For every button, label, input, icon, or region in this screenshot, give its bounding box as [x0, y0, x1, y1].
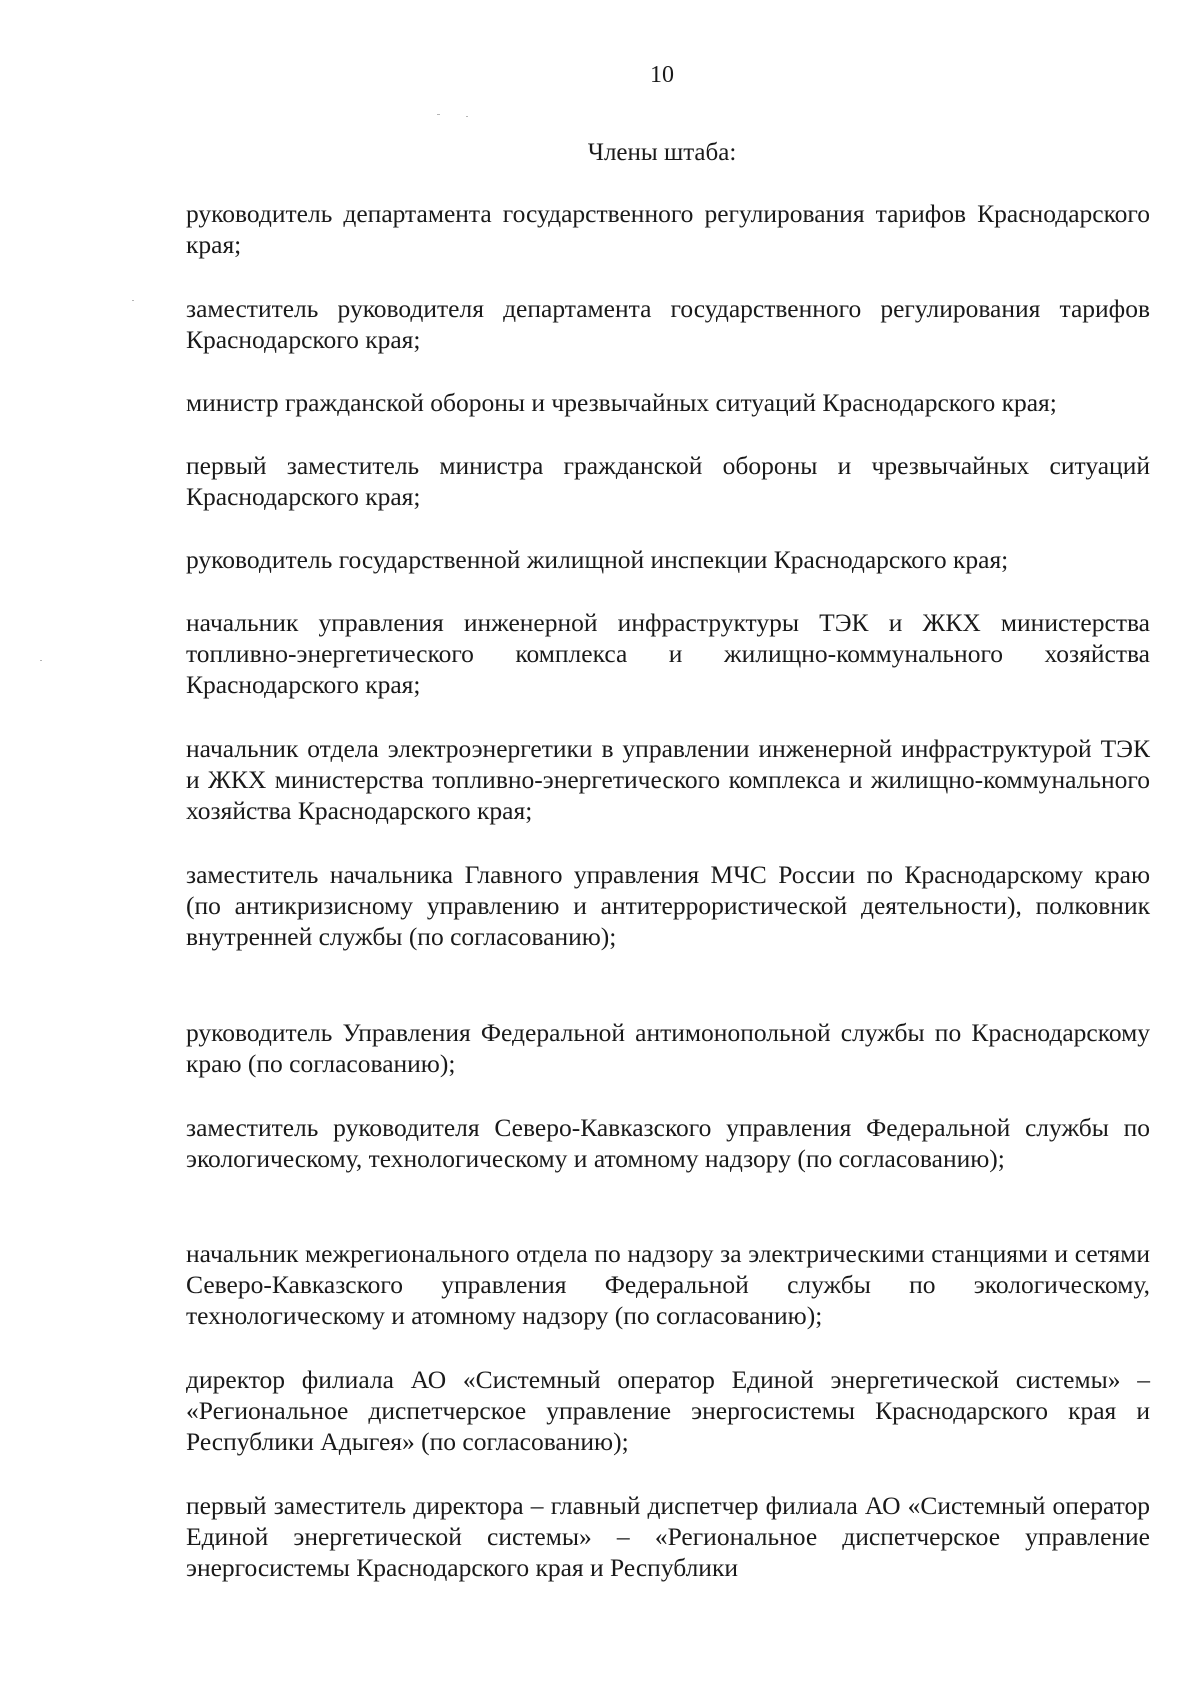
member-item: руководитель Управления Федеральной антимонопольной службы по Краснодарскому краю (по согласованию); [186, 1018, 1150, 1078]
member-item: первый заместитель министра гражданской обороны и чрезвычайных ситуаций Краснодарского края; [186, 451, 1150, 511]
member-item: заместитель руководителя департамента государственного регулирования тарифов Краснодарского края; [186, 294, 1150, 354]
member-item: руководитель департамента государственного регулирования тарифов Краснодарского края; [186, 199, 1150, 259]
scan-speck [40, 660, 42, 661]
member-item: начальник отдела электроэнергетики в управлении инженерной инфраструктурой ТЭК и ЖКХ министерства топливно-энергетического комплекса и жилищно-коммунального хозяйства Краснодарского края; [186, 734, 1150, 825]
section-heading: Члены штаба: [587, 139, 737, 166]
member-item: заместитель начальника Главного управления МЧС России по Краснодарскому краю (по антикризисному управлению и антитеррористической деятельности), полковник внутренней службы (по согласованию); [186, 860, 1150, 951]
scan-speck [466, 116, 468, 117]
member-item: начальник управления инженерной инфраструктуры ТЭК и ЖКХ министерства топливно-энергетического комплекса и жилищно-коммунального хозяйства Краснодарского края; [186, 608, 1150, 699]
scan-speck [437, 114, 440, 115]
member-item: министр гражданской обороны и чрезвычайных ситуаций Краснодарского края; [186, 388, 1057, 417]
scan-speck [132, 300, 134, 301]
page-number: 10 [650, 62, 674, 88]
member-item: директор филиала АО «Системный оператор Единой энергетической системы» – «Региональное диспетчерское управление энергосистемы Краснодарского края и Республики Адыгея» (по согласованию); [186, 1365, 1150, 1456]
member-item: начальник межрегионального отдела по надзору за электрическими станциями и сетями Северо-Кавказского управления Федеральной службы по экологическому, технологическому и атомному надзору (по согласованию); [186, 1239, 1150, 1330]
member-item: заместитель руководителя Северо-Кавказского управления Федеральной службы по экологическому, технологическому и атомному надзору (по согласованию); [186, 1113, 1150, 1173]
member-item: первый заместитель директора – главный диспетчер филиала АО «Системный оператор Единой энергетической системы» – «Региональное диспетчерское управление энергосистемы Краснодарского края и Республики [186, 1491, 1150, 1582]
member-item: руководитель государственной жилищной инспекции Краснодарского края; [186, 545, 1009, 574]
